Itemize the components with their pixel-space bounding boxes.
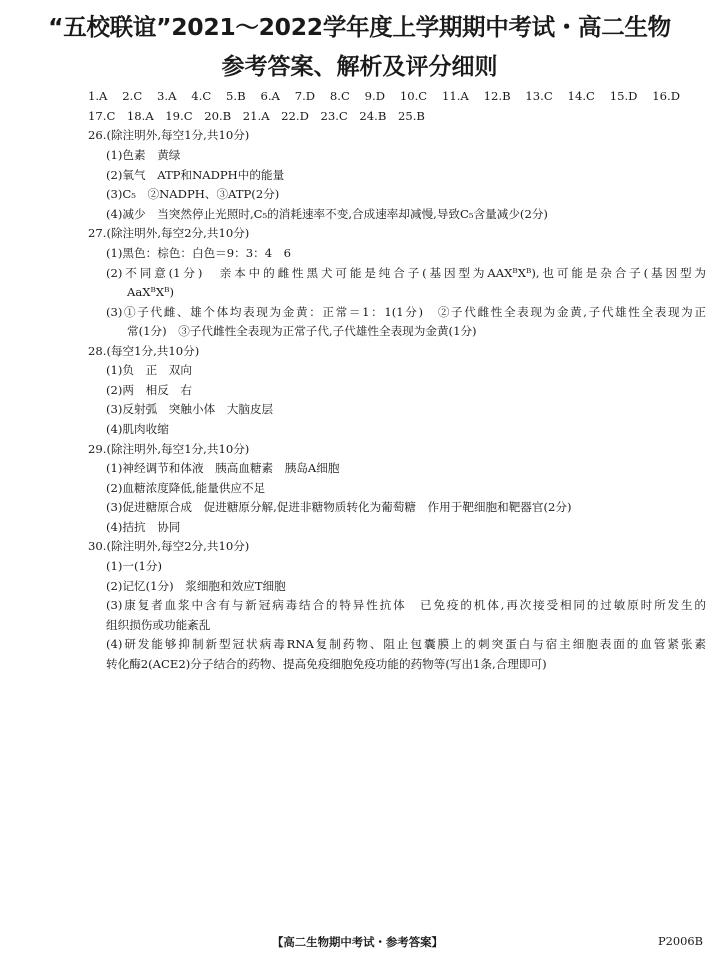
choice-answers-row-1: 1.A 2.C 3.A 4.C 5.B 6.A 7.D 8.C 9.D 10.C 11.A 12.B 13.C 14.C 15.D 16.D: [88, 89, 680, 103]
q26-heading: 26.(除注明外,每空1分,共10分): [88, 128, 250, 142]
q30-answer-2: (2)记忆(1分) 浆细胞和效应T细胞: [106, 579, 286, 593]
q30-answer-4-line-1: (4)研发能够抑制新型冠状病毒RNA复制药物、阻止包囊膜上的刺突蛋白与宿主细胞表面的血管紧张素: [106, 637, 706, 651]
q28-answer-2: (2)两 相反 右: [106, 383, 192, 397]
q26-answer-1: (1)色素 黄绿: [106, 148, 181, 162]
q27-answer-2-line-2: AaXᴮXᴮ): [127, 285, 175, 299]
q30-answer-1: (1)一(1分): [106, 559, 163, 573]
q29-answer-1: (1)神经调节和体液 胰高血糖素 胰岛A细胞: [106, 461, 340, 475]
q27-answer-2-line-1: (2)不同意(1分) 亲本中的雌性黑犬可能是纯合子(基因型为AAXᴮXᴮ),也可能是杂合子(基因型为: [106, 266, 706, 280]
q26-answer-2: (2)氧气 ATP和NADPH中的能量: [106, 168, 285, 182]
q27-answer-3-line-2: 常(1分) ③子代雌性全表现为正常子代,子代雄性全表现为金黄(1分): [127, 324, 477, 338]
q30-heading: 30.(除注明外,每空2分,共10分): [88, 539, 250, 553]
page-subtitle: 参考答案、解析及评分细则: [221, 54, 498, 80]
q30-answer-3-line-2: 组织损伤或功能紊乱: [106, 618, 211, 632]
q27-answer-3-line-1: (3)①子代雌、雄个体均表现为金黄：正常＝1：1(1分) ②子代雌性全表现为金黄,子代雄性全表现为正: [106, 305, 706, 319]
q29-answer-4: (4)拮抗 协同: [106, 520, 181, 534]
q26-answer-3: (3)C₅ ②NADPH、③ATP(2分): [106, 187, 280, 201]
q27-heading: 27.(除注明外,每空2分,共10分): [88, 226, 250, 240]
q27-answer-1: (1)黑色：棕色：白色＝9：3：4 6: [106, 246, 292, 260]
page-footer-code: P2006B: [658, 934, 704, 948]
q28-heading: 28.(每空1分,共10分): [88, 344, 200, 358]
page-title: “五校联谊”2021～2022学年度上学期期中考试・高二生物: [48, 13, 671, 41]
page-footer-label: 【高二生物期中考试・参考答案】: [272, 935, 443, 949]
q30-answer-4-line-2: 转化酶2(ACE2)分子结合的药物、提高免疫细胞免疫功能的药物等(写出1条,合理即可): [106, 657, 547, 671]
q30-answer-3-line-1: (3)康复者血浆中含有与新冠病毒结合的特异性抗体 已免疫的机体,再次接受相同的过敏原时所发生的: [106, 598, 706, 612]
q29-answer-3: (3)促进糖原合成 促进糖原分解,促进非糖物质转化为葡萄糖 作用于靶细胞和靶器官(2分): [106, 500, 572, 514]
q26-answer-4: (4)减少 当突然停止光照时,C₅的消耗速率不变,合成速率却减慢,导致C₅含量减少(2分): [106, 207, 548, 221]
choice-answers-row-2: 17.C 18.A 19.C 20.B 21.A 22.D 23.C 24.B 25.B: [88, 109, 425, 123]
q28-answer-1: (1)负 正 双向: [106, 363, 192, 377]
q28-answer-4: (4)肌肉收缩: [106, 422, 169, 436]
q29-heading: 29.(除注明外,每空1分,共10分): [88, 442, 250, 456]
q29-answer-2: (2)血糖浓度降低,能量供应不足: [106, 481, 266, 495]
q28-answer-3: (3)反射弧 突触小体 大脑皮层: [106, 402, 274, 416]
